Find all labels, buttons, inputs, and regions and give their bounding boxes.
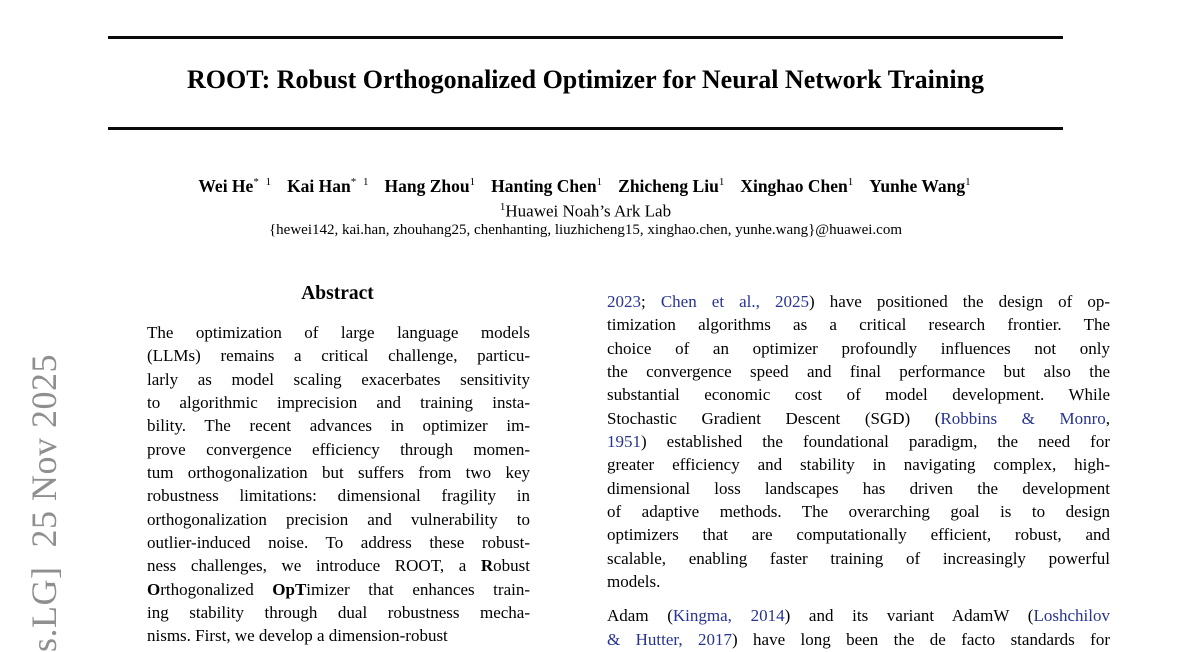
author-name: Zhicheng Liu$^1$: [618, 175, 727, 196]
body-text: the convergence speed and final performance but also the: [607, 361, 1110, 381]
body-text: of adaptive methods. The overarching goal is to design: [607, 501, 1110, 521]
text-line: [607, 477, 1110, 500]
intro-paragraph-2: [607, 604, 1110, 651]
citation-link[interactable]: 2023: [607, 292, 641, 311]
author-name: Wei He$^{* 1}$: [198, 175, 274, 196]
text-line: [607, 360, 1110, 383]
body-text: ing stability through dual robustness mecha-: [147, 602, 530, 622]
body-text: substantial economic cost of model development. While: [607, 385, 1110, 405]
intro-paragraph-1: [607, 290, 1110, 593]
body-text: ) have positioned the design of op-: [808, 292, 1110, 311]
author-superscript: 1: [718, 176, 727, 188]
body-text: tum orthogonalization but suffers from two key: [147, 462, 530, 482]
author-name: Kai Han$^{* 1}$: [287, 175, 371, 196]
citation-link[interactable]: Robbins & Monro: [940, 408, 1106, 428]
bold-text: R: [480, 556, 494, 576]
body-text: ) have long been the de facto standards for: [732, 629, 1110, 649]
abstract-heading: Abstract: [301, 283, 374, 304]
text-line: [147, 578, 530, 601]
body-text: orthogonalization precision and vulnerability to: [147, 509, 530, 529]
body-text: ) established the foundational paradigm, the need for: [641, 431, 1110, 451]
author-superscript: 1: [965, 176, 973, 188]
citation-link[interactable]: Chen et al., 2025: [660, 292, 809, 311]
author-superscript: 1: [847, 176, 856, 188]
citation-link[interactable]: Loshchilov: [1033, 606, 1110, 626]
body-text: prove convergence efficiency through momen-: [147, 439, 530, 459]
body-text: Stochastic Gradient Descent (SGD) (: [607, 408, 941, 428]
author-name: Xinghao Chen$^1$: [740, 175, 856, 196]
body-text: models.: [607, 571, 661, 591]
author-name: Yunhe Wang$^1$: [869, 175, 973, 196]
body-text: scalable, enabling faster training of increasingly powerful: [607, 548, 1110, 568]
body-text: larly as model scaling exacerbates sensitivity: [147, 369, 530, 389]
affiliation-text: Huawei Noah’s Ark Lab: [505, 201, 672, 221]
body-text: Adam (: [607, 606, 673, 626]
author-name: Hanting Chen$^1$: [491, 175, 605, 196]
text-line: [607, 407, 1110, 430]
text-line: [147, 438, 530, 461]
text-line: [607, 523, 1110, 546]
author-superscript: * 1: [350, 176, 371, 188]
text-line: [147, 321, 530, 344]
email-line: {hewei142, kai.han, zhouhang25, chenhanting, liuzhicheng15, xinghao.chen, yunhe.wang}@huawei.com: [268, 222, 903, 238]
body-text: dimensional loss landscapes has driven the development: [607, 478, 1110, 498]
body-text: ness challenges, we introduce ROOT, a: [147, 556, 481, 576]
arxiv-watermark: s.LG] 25 Nov 2025: [24, 354, 64, 652]
body-text: to algorithmic imprecision and training insta-: [147, 392, 530, 412]
body-text: imizer that enhances train-: [306, 579, 530, 599]
affiliation-superscript: 1: [499, 201, 506, 213]
body-text: greater efficiency and stability in navigating complex, high-: [607, 455, 1110, 475]
title-rule-top: [108, 36, 1063, 39]
body-text: obust: [493, 556, 530, 576]
body-text: rthogonalized: [160, 579, 273, 599]
text-line: [147, 508, 530, 531]
text-line: [607, 628, 1110, 651]
body-text: bility. The recent advances in optimizer im-: [147, 416, 530, 436]
title-rule-bottom: [108, 127, 1063, 130]
body-text: nisms. First, we develop a dimension-robust: [147, 626, 448, 646]
text-line: [147, 461, 530, 484]
text-line: [147, 601, 530, 624]
text-line: [147, 391, 530, 414]
text-line: [607, 313, 1110, 336]
body-text: timization algorithms as a critical research frontier. The: [607, 315, 1110, 335]
abstract-body: [147, 321, 530, 648]
text-line: [607, 547, 1110, 570]
body-text: The optimization of large language models: [147, 323, 530, 342]
citation-link[interactable]: Kingma, 2014: [672, 606, 785, 626]
text-line: [607, 500, 1110, 523]
text-line: [147, 344, 530, 367]
bold-text: OpT: [272, 579, 307, 599]
text-line: [147, 368, 530, 391]
text-line: [607, 570, 1110, 593]
text-line: [147, 484, 530, 507]
author-line: [88, 170, 1083, 198]
right-column: [607, 290, 1110, 651]
text-line: [607, 453, 1110, 476]
affiliation: [108, 196, 1063, 223]
text-line: [607, 430, 1110, 453]
text-line: [147, 531, 530, 554]
body-text: (LLMs) remains a critical challenge, particu-: [147, 346, 530, 366]
bold-text: O: [147, 579, 161, 599]
body-text: ) and its variant AdamW (: [784, 606, 1034, 626]
body-text: robustness limitations: dimensional fragility in: [147, 486, 530, 506]
paper-title: ROOT: Robust Orthogonalized Optimizer for Neural Network Training: [186, 65, 985, 94]
body-text: ;: [641, 292, 661, 311]
citation-link[interactable]: 1951: [607, 431, 641, 451]
text-line: [147, 414, 530, 437]
author-superscript: 1: [596, 176, 605, 188]
body-text: optimizers that are computationally efficient, robust, and: [607, 525, 1110, 545]
text-line: [607, 290, 1110, 313]
text-line: [607, 383, 1110, 406]
text-line: [147, 554, 530, 577]
author-name: Hang Zhou$^1$: [384, 175, 478, 196]
text-line: [607, 337, 1110, 360]
author-superscript: 1: [469, 176, 478, 188]
citation-link[interactable]: & Hutter, 2017: [607, 629, 732, 649]
body-text: choice of an optimizer profoundly influences not only: [607, 338, 1110, 358]
text-line: [147, 624, 530, 647]
body-text: outlier-induced noise. To address these robust-: [147, 532, 530, 552]
body-text: ,: [1105, 408, 1110, 428]
author-superscript: * 1: [253, 176, 274, 188]
text-line: [607, 604, 1110, 627]
